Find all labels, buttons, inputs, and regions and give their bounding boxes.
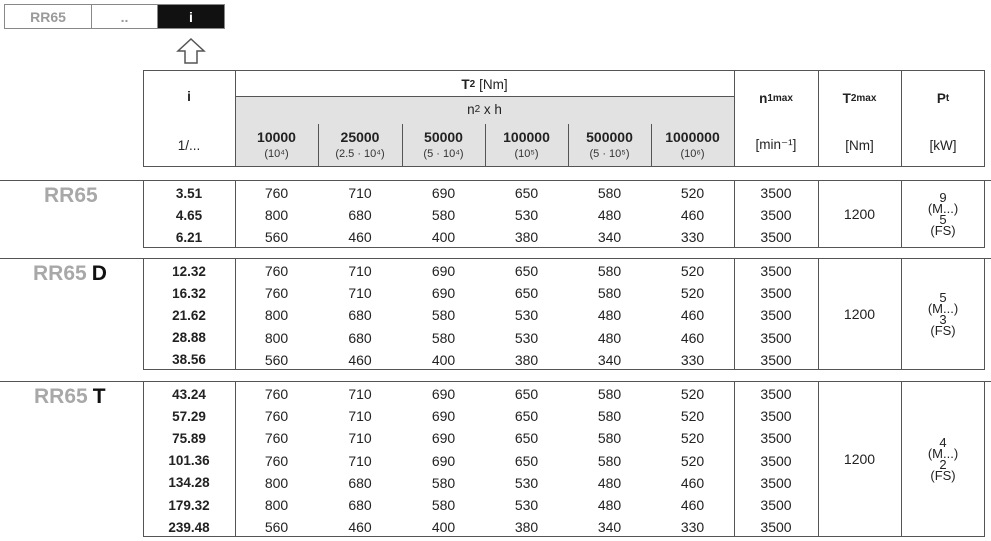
t2-value: 690 (431, 452, 456, 469)
n1max-value: 3500 (760, 185, 792, 202)
t2max-header-symbol: T (842, 90, 851, 106)
t2-value: 400 (431, 351, 456, 368)
t2-value: 530 (514, 329, 539, 346)
pt-header-subscript: t (945, 92, 950, 104)
t2-value: 530 (514, 307, 539, 324)
section-model-name: RR65 (34, 385, 88, 408)
t2-value: 760 (264, 430, 289, 447)
n1max-value: 3500 (760, 386, 792, 403)
n1max-value: 3500 (760, 519, 792, 536)
t2-value: 650 (514, 452, 539, 469)
power-line: 5 (939, 212, 947, 227)
t2-value: 680 (348, 497, 372, 514)
ratio-header-label: i (187, 88, 191, 104)
hours-column-exponent: (10⁶) (680, 148, 705, 160)
n1max-value: 3500 (760, 307, 792, 324)
section-suffix: T (92, 385, 106, 408)
t2max-header-subscript: 2max (850, 92, 877, 104)
t2-value: 460 (680, 497, 705, 514)
selector-segment-ratio[interactable]: i (158, 5, 224, 28)
ratio-value: 101.36 (168, 453, 210, 469)
t2-value: 580 (597, 408, 622, 425)
t2-value: 760 (264, 263, 289, 280)
t2-unit: [Nm] (479, 76, 508, 92)
t2-value: 460 (680, 207, 705, 224)
t2-value: 480 (597, 497, 622, 514)
section-label (33, 262, 107, 286)
t2-value: 330 (680, 519, 705, 536)
t2-value: 710 (348, 285, 372, 302)
ratio-value: 16.32 (172, 285, 206, 301)
pt-header-symbol: P (936, 90, 946, 106)
t2-value: 650 (514, 430, 539, 447)
n1max-header-label (734, 86, 818, 110)
t2-value: 580 (597, 386, 622, 403)
power-line: 2 (939, 457, 947, 472)
t2-value: 690 (431, 386, 456, 403)
t2-value: 480 (597, 307, 622, 324)
t2-value: 580 (431, 497, 456, 514)
t2-value: 520 (680, 185, 705, 202)
ratio-value: 134.28 (168, 475, 210, 491)
hours-column-value: 100000 (503, 129, 550, 145)
n2h-header-label (235, 98, 734, 120)
t2-value: 340 (597, 229, 622, 246)
t2-value: 710 (348, 263, 372, 280)
up-arrow-icon (176, 38, 206, 64)
n1max-value: 3500 (760, 474, 792, 491)
t2-value: 710 (348, 408, 372, 425)
hours-column-exponent: (5 · 10⁴) (423, 148, 464, 160)
t2-value: 480 (597, 329, 622, 346)
t2-value: 520 (680, 452, 705, 469)
t2-symbol: T (461, 76, 470, 92)
hours-column-value: 1000000 (665, 129, 720, 145)
t2-value: 520 (680, 285, 705, 302)
n1max-value: 3500 (760, 351, 792, 368)
n1max-value: 3500 (760, 329, 792, 346)
selector-segment-dots[interactable]: .. (92, 5, 158, 28)
ratio-header-unit: 1/... (177, 137, 201, 153)
section-model-name: RR65 (44, 184, 98, 207)
ratio-value: 3.51 (175, 185, 203, 201)
t2-value: 480 (597, 474, 622, 491)
power-line: (FS) (930, 468, 956, 483)
hours-column-value: 50000 (424, 129, 463, 145)
t2max-value: 1200 (843, 306, 876, 322)
header-row-divider (235, 96, 734, 97)
t2-value: 520 (680, 386, 705, 403)
n1max-value: 3500 (760, 207, 792, 224)
hours-column-exponent: (5 · 10⁵) (589, 148, 630, 160)
t2-value: 650 (514, 263, 539, 280)
t2-value: 650 (514, 408, 539, 425)
t2-value: 330 (680, 351, 705, 368)
t2-value: 690 (431, 185, 456, 202)
t2-value: 380 (514, 519, 539, 536)
t2max-value: 1200 (843, 206, 876, 222)
t2-value: 800 (264, 207, 289, 224)
t2-value: 760 (264, 408, 289, 425)
hours-column-exponent: (2.5 · 10⁴) (335, 148, 385, 160)
t2-value: 580 (431, 207, 456, 224)
t2-value: 580 (431, 474, 456, 491)
t2-value: 380 (514, 229, 539, 246)
n2h-subscript: 2 (474, 103, 481, 115)
t2-value: 560 (264, 351, 289, 368)
t2-value: 580 (597, 263, 622, 280)
power-value (901, 258, 985, 370)
t2-value: 520 (680, 263, 705, 280)
t2-value: 340 (597, 519, 622, 536)
t2-value: 580 (597, 285, 622, 302)
t2-value: 690 (431, 263, 456, 280)
t2-value: 650 (514, 386, 539, 403)
t2-value: 530 (514, 207, 539, 224)
t2-value: 680 (348, 307, 372, 324)
selector-segment-model[interactable]: RR65 (5, 5, 92, 28)
t2-value: 580 (431, 307, 456, 324)
ratio-value: 239.48 (168, 519, 210, 535)
hours-column-value: 500000 (586, 129, 633, 145)
power-line: 4 (939, 435, 947, 450)
n2h-rest: x h (480, 101, 502, 117)
ratio-value: 21.62 (172, 307, 206, 323)
n1max-value: 3500 (760, 408, 792, 425)
power-line: (M...) (927, 201, 959, 216)
t2-value: 690 (431, 430, 456, 447)
n1max-value: 3500 (760, 452, 792, 469)
t2-value: 580 (597, 430, 622, 447)
ratio-value: 28.88 (172, 330, 206, 346)
t2-subscript: 2 (469, 78, 476, 90)
power-line: 3 (939, 312, 947, 327)
n1max-header-unit: [min⁻¹] (755, 137, 797, 152)
ratio-value: 57.29 (172, 408, 206, 424)
t2-value: 400 (431, 229, 456, 246)
t2-value: 460 (348, 229, 372, 246)
t2max-value: 1200 (843, 451, 876, 467)
t2-value: 710 (348, 185, 372, 202)
t2-value: 800 (264, 497, 289, 514)
n1max-value: 3500 (760, 263, 792, 280)
t2-value: 520 (680, 408, 705, 425)
t2-value: 460 (348, 519, 372, 536)
t2-value: 680 (348, 329, 372, 346)
t2-value: 680 (348, 474, 372, 491)
ratio-value: 38.56 (172, 352, 206, 368)
power-line: (M...) (927, 301, 959, 316)
t2-value: 800 (264, 329, 289, 346)
hours-column-exponent: (10⁵) (514, 148, 539, 160)
t2-value: 690 (431, 285, 456, 302)
t2-value: 480 (597, 207, 622, 224)
model-selector (4, 4, 225, 29)
ratio-value: 12.32 (172, 263, 206, 279)
power-line: (FS) (930, 223, 956, 238)
n1max-value: 3500 (760, 229, 792, 246)
t2-value: 560 (264, 519, 289, 536)
t2-value: 760 (264, 185, 289, 202)
n1max-header-subscript: 1max (767, 92, 793, 104)
pt-header-unit: [kW] (929, 137, 957, 153)
t2-header-label (235, 73, 734, 95)
t2-value: 710 (348, 452, 372, 469)
t2-value: 650 (514, 285, 539, 302)
n1max-value: 3500 (760, 430, 792, 447)
power-line: 5 (939, 290, 947, 305)
power-line: (M...) (927, 446, 959, 461)
t2-value: 580 (597, 185, 622, 202)
t2-value: 520 (680, 430, 705, 447)
t2-value: 760 (264, 452, 289, 469)
section-suffix: D (91, 262, 107, 285)
t2-value: 760 (264, 285, 289, 302)
t2-value: 580 (597, 452, 622, 469)
t2-value: 460 (680, 329, 705, 346)
t2max-header-label (818, 86, 901, 110)
pt-header-label (901, 86, 985, 110)
n1max-header-symbol: n (759, 90, 768, 106)
t2-value: 690 (431, 408, 456, 425)
t2-value: 580 (431, 329, 456, 346)
power-line: (FS) (930, 323, 956, 338)
section-label (44, 184, 98, 208)
ratio-value: 6.21 (175, 229, 203, 245)
ratio-value: 179.32 (168, 497, 210, 513)
power-value (901, 180, 985, 248)
t2-value: 710 (348, 430, 372, 447)
t2-value: 330 (680, 229, 705, 246)
hours-column-exponent: (10⁴) (264, 148, 289, 160)
t2-value: 400 (431, 519, 456, 536)
section-model-name: RR65 (33, 262, 87, 285)
section-label (34, 385, 106, 409)
t2-value: 710 (348, 386, 372, 403)
ratio-value: 4.65 (175, 207, 203, 223)
ratio-value: 75.89 (172, 430, 206, 446)
n1max-value: 3500 (760, 285, 792, 302)
n2h-symbol: n (467, 101, 475, 117)
power-value (901, 381, 985, 537)
t2-value: 460 (680, 474, 705, 491)
power-line: 9 (939, 190, 947, 205)
t2-value: 800 (264, 307, 289, 324)
t2-value: 460 (348, 351, 372, 368)
hours-column-value: 10000 (257, 129, 296, 145)
t2-value: 560 (264, 229, 289, 246)
t2-value: 800 (264, 474, 289, 491)
t2max-header-unit: [Nm] (845, 137, 874, 153)
t2-value: 530 (514, 474, 539, 491)
n1max-value: 3500 (760, 497, 792, 514)
t2-value: 380 (514, 351, 539, 368)
t2-value: 340 (597, 351, 622, 368)
t2-value: 460 (680, 307, 705, 324)
t2-value: 530 (514, 497, 539, 514)
t2-value: 650 (514, 185, 539, 202)
t2-value: 760 (264, 386, 289, 403)
ratio-value: 43.24 (172, 386, 206, 402)
hours-column-value: 25000 (340, 129, 380, 145)
t2-value: 680 (348, 207, 372, 224)
